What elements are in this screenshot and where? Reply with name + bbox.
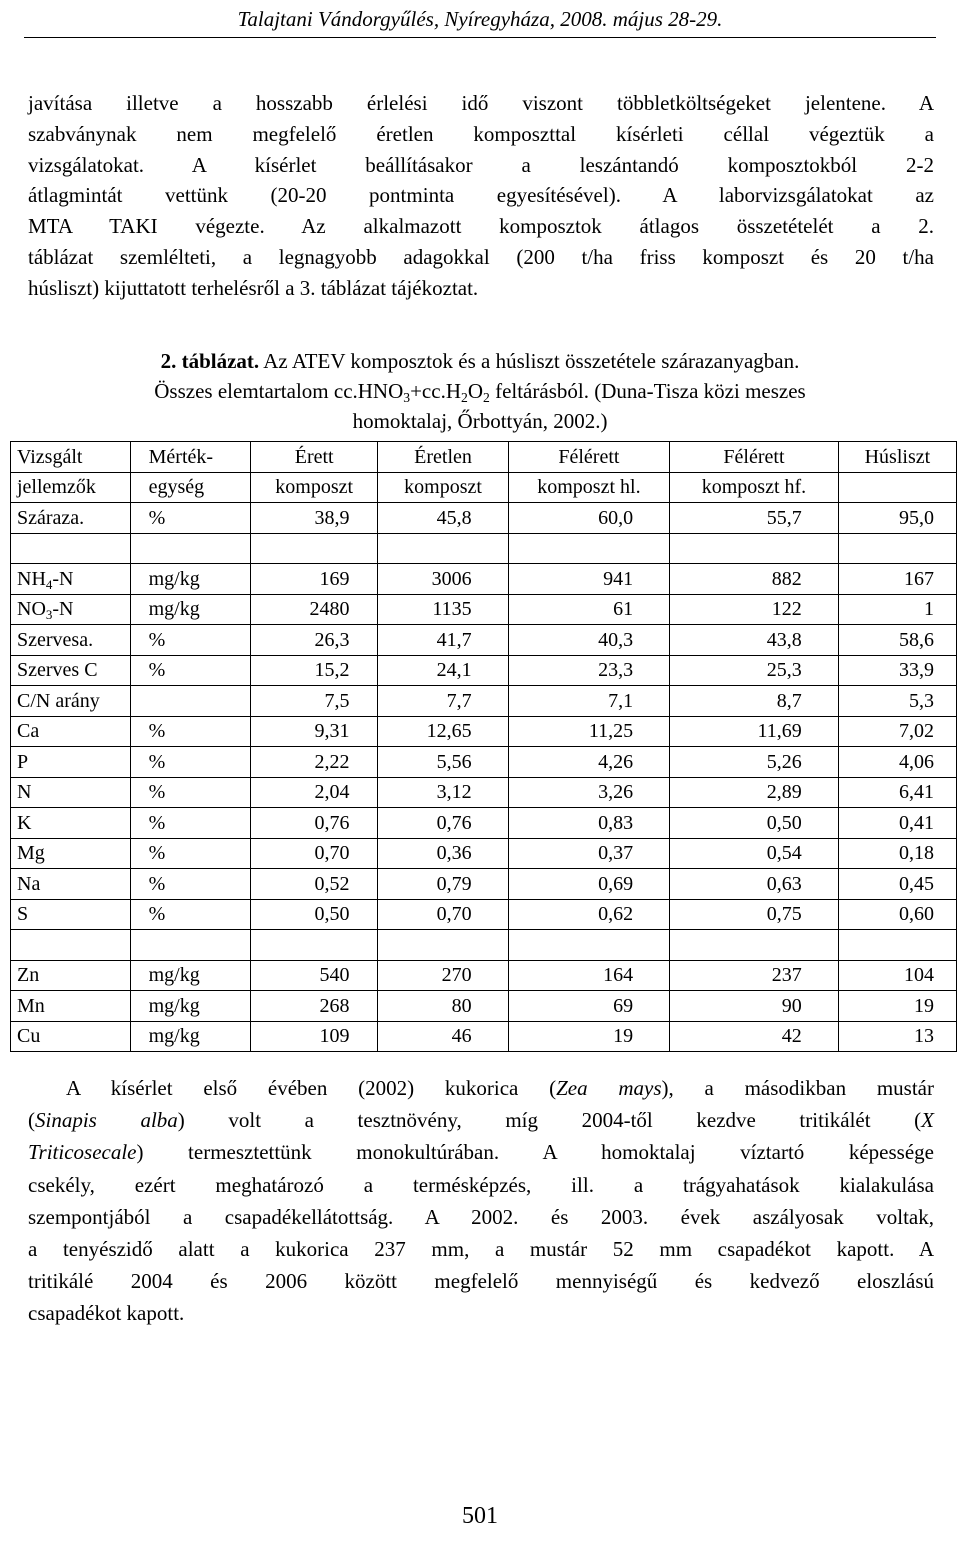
caption-line-2 (20, 376, 940, 406)
value-cell: 268 (250, 991, 378, 1022)
value-cell: 11,25 (508, 716, 670, 747)
row-label: K (17, 811, 32, 834)
caption-title: Az ATEV komposztok és a húsliszt összetétele szárazanyagban. (259, 349, 800, 373)
running-header: Talajtani Vándorgyűlés, Nyíregyháza, 2008. május 28-29. (24, 4, 936, 38)
value-cell: 61 (508, 594, 670, 625)
table-row (11, 777, 957, 808)
value-cell (508, 930, 670, 961)
text-run: ) volt a tesztnövény, míg 2004-től kezdve tritikálét ( (177, 1108, 922, 1133)
value-cell: 4,06 (838, 747, 956, 778)
value-cell: 80 (378, 991, 508, 1022)
caption-line-3: homoktalaj, Őrbottyán, 2002.) (352, 409, 608, 433)
row-label: S (17, 903, 29, 926)
unit-cell: % (130, 503, 250, 534)
composition-table (10, 441, 957, 1052)
table-row (11, 960, 957, 991)
value-cell: 882 (670, 564, 839, 595)
table-header-cell: Vizsgált (11, 442, 131, 473)
value-cell: 0,62 (508, 899, 670, 930)
row-label: Na (17, 872, 41, 895)
value-cell: 5,3 (838, 686, 956, 717)
table-row (11, 655, 957, 686)
unit-cell: mg/kg (130, 564, 250, 595)
caption-subscript: 2 (461, 390, 468, 405)
row-label-cell (11, 533, 131, 564)
value-cell: 0,45 (838, 869, 956, 900)
text-line: csekély, ezért meghatározó a termésképzés, ill. a trágyahatások kialakulása (28, 1172, 934, 1197)
caption-text: feltárásból. (Duna-Tisza közi meszes (489, 379, 806, 403)
row-label: N (17, 781, 32, 804)
table-row (11, 1021, 957, 1052)
caption-subscript: 3 (403, 390, 411, 405)
value-cell: 2,04 (250, 777, 378, 808)
unit-cell: % (130, 625, 250, 656)
row-label-cell (11, 625, 131, 656)
value-cell: 5,56 (378, 747, 508, 778)
value-cell: 15,2 (250, 655, 378, 686)
value-cell: 0,79 (378, 869, 508, 900)
table-header-row (11, 472, 957, 503)
value-cell (670, 533, 839, 564)
text-line: szempontjából a csapadékellátottság. A 2002. és 2003. évek aszályosak voltak, (28, 1204, 934, 1229)
row-label: Szervesa. (17, 628, 94, 651)
italic-text: Triticosecale (28, 1140, 137, 1165)
value-cell: 33,9 (838, 655, 956, 686)
value-cell: 3,12 (378, 777, 508, 808)
value-cell: 45,8 (378, 503, 508, 534)
value-cell: 7,7 (378, 686, 508, 717)
row-label-cell (11, 838, 131, 869)
value-cell (670, 930, 839, 961)
caption-line-1 (20, 346, 940, 376)
value-cell (250, 533, 378, 564)
table-header-cell: Éretlen (378, 442, 508, 473)
table-caption (20, 346, 940, 436)
value-cell: 9,31 (250, 716, 378, 747)
table-header-cell: Félérett (670, 442, 839, 473)
row-label-cell (11, 503, 131, 534)
unit-cell: % (130, 808, 250, 839)
value-cell: 540 (250, 960, 378, 991)
text-line: csapadékot kapott. (28, 1301, 185, 1326)
value-cell: 58,6 (838, 625, 956, 656)
table-header-cell: komposzt (378, 472, 508, 503)
table-header-cell (838, 472, 956, 503)
text-line: MTA TAKI végezte. Az alkalmazott komposztok átlagos összetételét a 2. (28, 214, 934, 239)
value-cell: 109 (250, 1021, 378, 1052)
value-cell: 43,8 (670, 625, 839, 656)
value-cell (838, 930, 956, 961)
value-cell (378, 533, 508, 564)
table-row (11, 716, 957, 747)
table-row (11, 991, 957, 1022)
text-line: húsliszt) kijuttatott terhelésről a 3. táblázat tájékoztat. (28, 275, 479, 300)
table-row (11, 808, 957, 839)
text-line: táblázat szemlélteti, a legnagyobb adagokkal (200 t/ha friss komposzt és 20 t/ha (28, 244, 934, 269)
unit-cell: % (130, 869, 250, 900)
row-label-cell (11, 747, 131, 778)
value-cell (250, 930, 378, 961)
value-cell: 122 (670, 594, 839, 625)
row-label: Mn (17, 994, 45, 1017)
value-cell: 2,22 (250, 747, 378, 778)
value-cell: 19 (838, 991, 956, 1022)
value-cell: 26,3 (250, 625, 378, 656)
value-cell: 12,65 (378, 716, 508, 747)
value-cell: 270 (378, 960, 508, 991)
caption-text: O (467, 379, 483, 403)
table-header-cell: jellemzők (11, 472, 131, 503)
table-header-cell: Húsliszt (838, 442, 956, 473)
value-cell: 11,69 (670, 716, 839, 747)
value-cell: 0,41 (838, 808, 956, 839)
row-label: Zn (17, 964, 40, 987)
value-cell: 41,7 (378, 625, 508, 656)
value-cell: 95,0 (838, 503, 956, 534)
value-cell: 13 (838, 1021, 956, 1052)
value-cell: 25,3 (670, 655, 839, 686)
row-label: Mg (17, 842, 45, 865)
value-cell (508, 533, 670, 564)
row-label: Száraza. (17, 506, 85, 529)
value-cell: 0,63 (670, 869, 839, 900)
table-header-cell: komposzt hl. (508, 472, 670, 503)
value-cell: 167 (838, 564, 956, 595)
text-line (28, 1104, 934, 1136)
row-label: P (17, 750, 29, 773)
value-cell: 2480 (250, 594, 378, 625)
page-number: 501 (462, 1503, 498, 1529)
row-label: Ca (17, 720, 40, 743)
table-row (11, 686, 957, 717)
text-line (28, 1072, 934, 1104)
unit-cell: mg/kg (130, 1021, 250, 1052)
text-run: ( (28, 1108, 35, 1133)
row-label-cell (11, 960, 131, 991)
row-label-cell (11, 1021, 131, 1052)
row-label-suffix: -N (52, 567, 74, 590)
unit-cell: mg/kg (130, 594, 250, 625)
italic-text: Zea mays (556, 1076, 662, 1100)
value-cell: 0,52 (250, 869, 378, 900)
table-row (11, 503, 957, 534)
value-cell: 0,50 (250, 899, 378, 930)
value-cell: 169 (250, 564, 378, 595)
value-cell: 0,76 (378, 808, 508, 839)
text-line: a tenyészidő alatt a kukorica 237 mm, a mustár 52 mm csapadékot kapott. A (28, 1237, 934, 1262)
value-cell: 1 (838, 594, 956, 625)
value-cell: 90 (670, 991, 839, 1022)
unit-cell (130, 930, 250, 961)
value-cell: 55,7 (670, 503, 839, 534)
caption-subscript: 2 (483, 390, 490, 405)
row-label-cell (11, 930, 131, 961)
row-label-cell (11, 716, 131, 747)
value-cell: 1135 (378, 594, 508, 625)
value-cell: 0,50 (670, 808, 839, 839)
value-cell: 2,89 (670, 777, 839, 808)
value-cell: 19 (508, 1021, 670, 1052)
row-label: Cu (17, 1025, 41, 1048)
table-row (11, 747, 957, 778)
text-run: ), a másodikban mustár (661, 1076, 934, 1100)
row-label-cell (11, 594, 131, 625)
value-cell: 6,41 (838, 777, 956, 808)
value-cell: 164 (508, 960, 670, 991)
unit-cell: mg/kg (130, 991, 250, 1022)
table-row (11, 564, 957, 595)
unit-cell: % (130, 899, 250, 930)
row-label-cell (11, 777, 131, 808)
row-label-subscript: 4 (45, 576, 53, 592)
row-label-cell (11, 869, 131, 900)
table-header-row (11, 442, 957, 473)
row-label: Szerves C (17, 659, 98, 682)
row-label: NH (17, 567, 46, 590)
table-header-cell: komposzt (250, 472, 378, 503)
value-cell: 3,26 (508, 777, 670, 808)
value-cell: 38,9 (250, 503, 378, 534)
text-line: átlagmintát vettünk (20-20 pontminta egyesítésével). A laborvizsgálatokat az (28, 183, 934, 208)
value-cell: 941 (508, 564, 670, 595)
row-label-cell (11, 686, 131, 717)
unit-cell (130, 686, 250, 717)
value-cell: 0,70 (250, 838, 378, 869)
row-label: NO (17, 598, 46, 621)
value-cell: 5,26 (670, 747, 839, 778)
text-run: ) termesztettünk monokultúrában. A homoktalaj víztartó képessége (136, 1140, 934, 1165)
table-header-cell: komposzt hf. (670, 472, 839, 503)
value-cell: 4,26 (508, 747, 670, 778)
value-cell: 7,1 (508, 686, 670, 717)
unit-cell: % (130, 747, 250, 778)
value-cell: 23,3 (508, 655, 670, 686)
value-cell (838, 533, 956, 564)
row-label-suffix: -N (52, 598, 74, 621)
italic-text: X (921, 1108, 934, 1133)
value-cell: 8,7 (670, 686, 839, 717)
value-cell: 42 (670, 1021, 839, 1052)
table-row (11, 594, 957, 625)
value-cell (378, 930, 508, 961)
table-header-cell: Mérték- (130, 442, 250, 473)
value-cell: 0,70 (378, 899, 508, 930)
unit-cell (130, 533, 250, 564)
value-cell: 3006 (378, 564, 508, 595)
caption-label: 2. táblázat. (160, 349, 260, 373)
table-header-cell: Érett (250, 442, 378, 473)
row-label-cell (11, 899, 131, 930)
value-cell: 0,83 (508, 808, 670, 839)
value-cell: 69 (508, 991, 670, 1022)
table-row (11, 899, 957, 930)
unit-cell: % (130, 716, 250, 747)
text-line: vizsgálatokat. A kísérlet beállításakor a leszántandó komposztokból 2-2 (28, 152, 934, 177)
table-row (11, 625, 957, 656)
value-cell: 0,54 (670, 838, 839, 869)
intro-paragraph (28, 88, 934, 304)
table-row (11, 838, 957, 869)
table-body (11, 442, 957, 1052)
row-label-subscript: 3 (45, 607, 53, 623)
value-cell: 46 (378, 1021, 508, 1052)
text-line: javítása illetve a hosszabb érlelési idő viszont többletköltségeket jelentene. A (28, 91, 934, 115)
value-cell: 0,75 (670, 899, 839, 930)
text-line: szabványnak nem megfelelő éretlen komposzttal kísérleti céllal végeztük a (28, 121, 934, 146)
value-cell: 7,02 (838, 716, 956, 747)
unit-cell: mg/kg (130, 960, 250, 991)
table-row (11, 930, 957, 961)
table-header-cell: Félérett (508, 442, 670, 473)
value-cell: 7,5 (250, 686, 378, 717)
table-row (11, 869, 957, 900)
value-cell: 40,3 (508, 625, 670, 656)
results-paragraph (28, 1072, 934, 1330)
row-label-cell (11, 808, 131, 839)
value-cell: 0,37 (508, 838, 670, 869)
value-cell: 0,36 (378, 838, 508, 869)
caption-text: +cc.H (410, 379, 461, 403)
row-label-cell (11, 991, 131, 1022)
value-cell: 24,1 (378, 655, 508, 686)
row-label: C/N arány (17, 689, 100, 712)
value-cell: 60,0 (508, 503, 670, 534)
value-cell: 104 (838, 960, 956, 991)
value-cell: 0,18 (838, 838, 956, 869)
row-label-cell (11, 564, 131, 595)
text-run: A kísérlet első évében (2002) kukorica ( (66, 1076, 557, 1100)
text-line: tritikálé 2004 és 2006 között megfelelő mennyiségű és kedvező eloszlású (28, 1269, 934, 1294)
caption-text: Összes elemtartalom cc.HNO (154, 379, 404, 403)
value-cell: 237 (670, 960, 839, 991)
unit-cell: % (130, 838, 250, 869)
table-row (11, 533, 957, 564)
value-cell: 0,69 (508, 869, 670, 900)
value-cell: 0,76 (250, 808, 378, 839)
row-label-cell (11, 655, 131, 686)
table-header-cell: egység (130, 472, 250, 503)
text-line (28, 1136, 934, 1168)
italic-text: Sinapis alba (35, 1108, 178, 1133)
value-cell: 0,60 (838, 899, 956, 930)
unit-cell: % (130, 655, 250, 686)
unit-cell: % (130, 777, 250, 808)
